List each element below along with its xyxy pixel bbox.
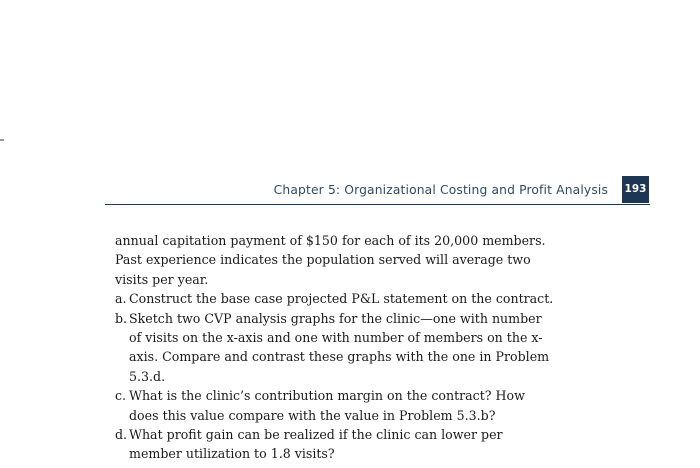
item-marker: b. xyxy=(115,310,128,326)
page-number-badge: 193 xyxy=(622,176,649,203)
problem-item-b xyxy=(115,309,555,387)
item-text: What is the clinic’s contribution margin on the contract? How does this value compare with the value in Problem 5.3.b? xyxy=(129,388,525,423)
item-marker: a. xyxy=(115,291,127,307)
item-text: What profit gain can be realized if the clinic can lower per member utilization to 1.8 visits? xyxy=(129,427,503,462)
problem-item-a xyxy=(115,289,555,308)
problem-item-d xyxy=(115,425,555,464)
problem-list xyxy=(115,289,555,464)
item-text: Construct the base case projected P&L statement on the contract. xyxy=(129,291,554,307)
problem-item-c xyxy=(115,386,555,425)
intro-paragraph: annual capitation payment of $150 for each of its 20,000 members. Past experience indicates the population served will average two visits per year. xyxy=(115,233,546,287)
problem-text xyxy=(115,231,555,464)
item-text: Sketch two CVP analysis graphs for the clinic—one with number of visits on the x-axis and one with number of members on the x-axis. Compare and contrast these graphs with the one in Problem 5.3.d. xyxy=(129,310,550,384)
margin-mark xyxy=(0,139,4,141)
item-marker: d. xyxy=(115,427,128,443)
running-header: Chapter 5: Organizational Costing and Profit Analysis xyxy=(273,183,608,197)
header-rule xyxy=(105,204,650,205)
item-marker: c. xyxy=(115,388,127,404)
